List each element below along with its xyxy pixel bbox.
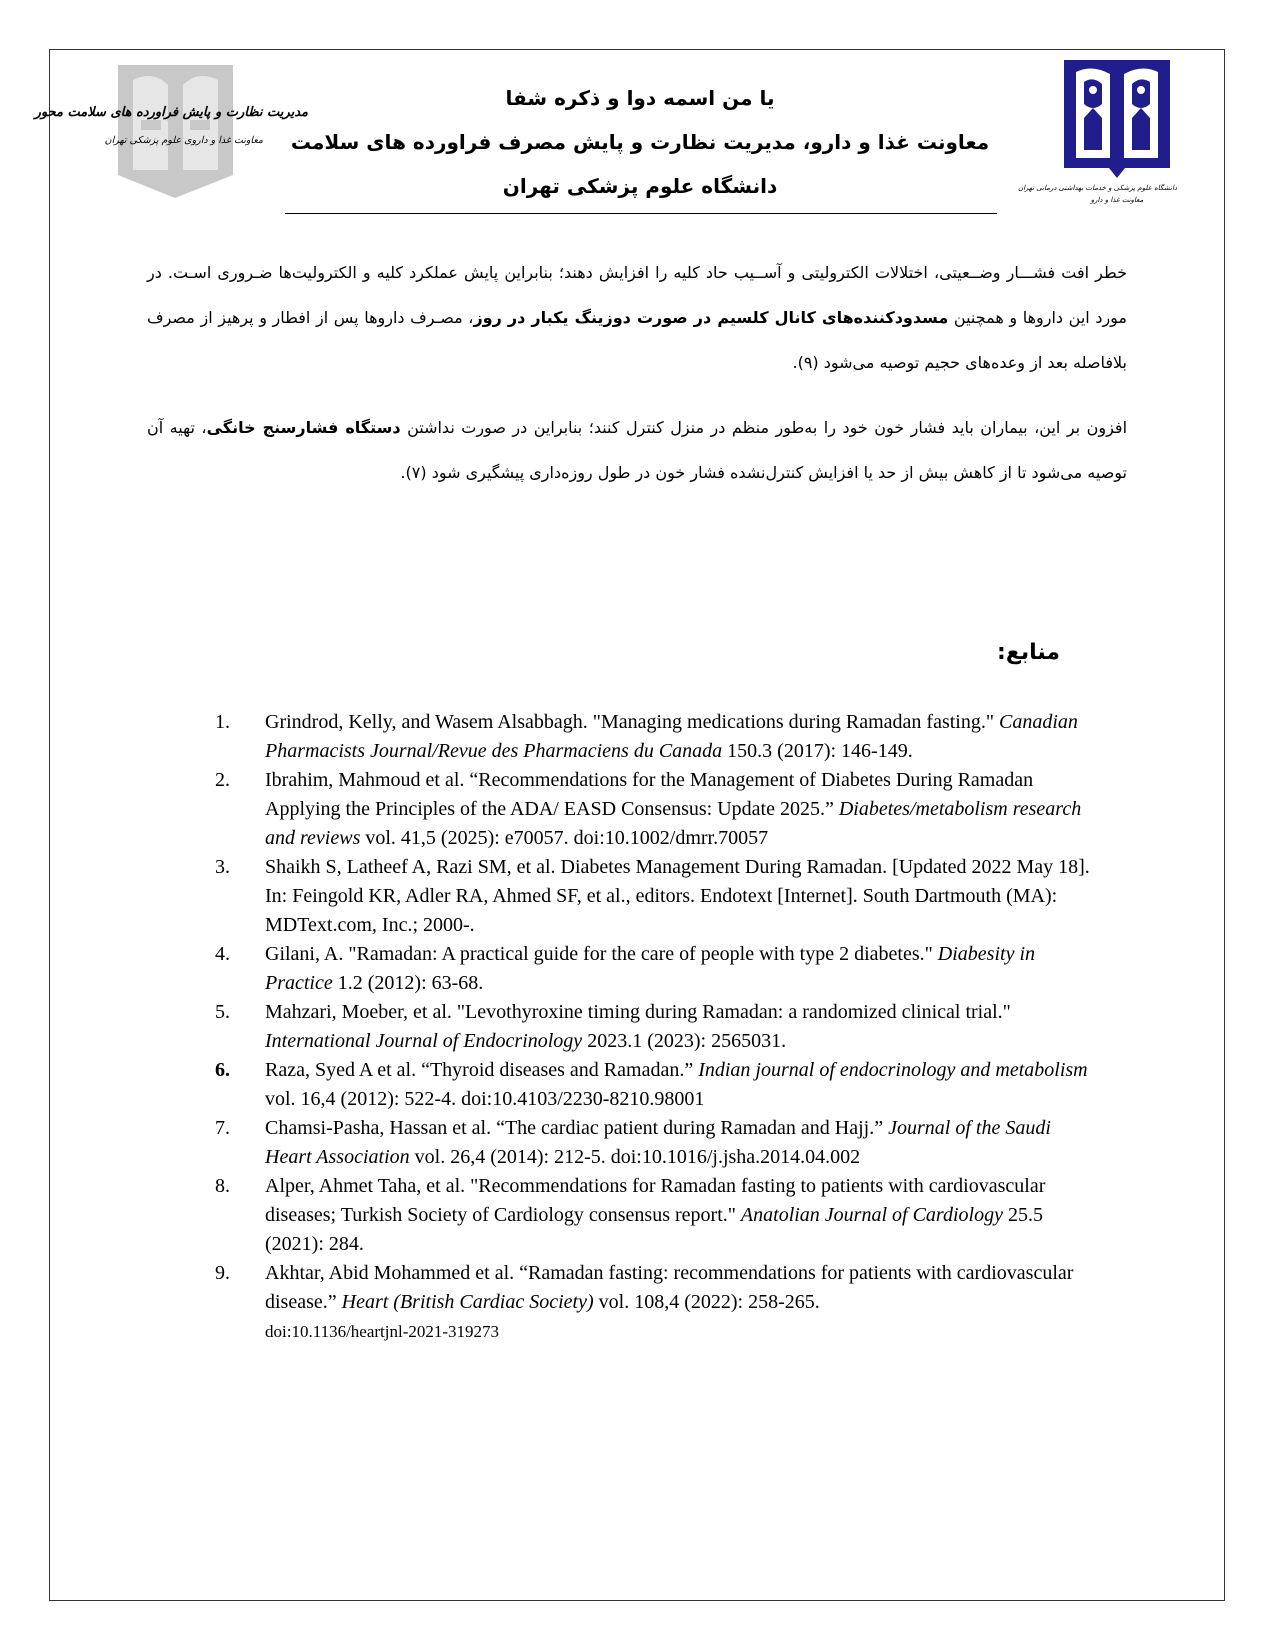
reference-details: 2023.1 (2023): 2565031. xyxy=(582,1030,787,1052)
header-department: معاونت غذا و دارو، مدیریت نظارت و پایش مصرف فراورده های سلامت xyxy=(290,130,990,154)
reference-text: Shaikh S, Latheef A, Razi SM, et al. Diabetes Management During Ramadan. [Updated 2022 May 18]. In: Feingold KR, Adler RA, Ahmed SF, et al., editors. Endotext [Internet]. South Dartmouth (MA): MDText.com, Inc.; 2000-. xyxy=(265,856,1090,936)
reference-number: 6. xyxy=(215,1059,230,1081)
references-list xyxy=(210,708,1090,1346)
paragraph-text: خطر افت فشـــار وضــعیتی، اختلالات الکترولیتی و آســیب حاد کلیه را افزایش دهند؛ بنابراین پایش عملکرد کلیه و الکترولیت‌ها ضـروری اسـت. در مورد این داروها و همچنین xyxy=(147,263,1128,327)
reference-text: Gilani, A. "Ramadan: A practical guide for the care of people with type 2 diabetes." xyxy=(265,943,938,965)
reference-details: 150.3 (2017): 146-149. xyxy=(722,740,913,762)
paragraph-text: افزون بر این، بیماران باید فشار خون خود را به‌طور منظم در منزل کنترل کنند؛ بنابراین در صورت نداشتن xyxy=(400,418,1128,437)
health-products-monitoring-logo-icon xyxy=(113,60,238,200)
references-heading: منابع: xyxy=(997,640,1060,665)
reference-details: vol. 16,4 (2012): 522-4. doi:10.4103/2230-8210.98001 xyxy=(265,1088,705,1110)
reference-journal: International Journal of Endocrinology xyxy=(265,1030,583,1052)
reference-item xyxy=(210,1172,1090,1259)
reference-item xyxy=(210,1056,1090,1114)
reference-details: 1.2 (2012): 63-68. xyxy=(332,972,484,994)
left-logo-title: مدیریت نظارت و پایش فراورده های سلامت محور xyxy=(34,105,308,120)
reference-text: Alper, Ahmet Taha, et al. "Recommendations for Ramadan fasting to patients with cardiovascular diseases; Turkish Society of Cardiology consensus report." xyxy=(265,1175,1046,1226)
reference-text: Chamsi-Pasha, Hassan et al. “The cardiac patient during Ramadan and Hajj.” xyxy=(265,1117,889,1139)
reference-item xyxy=(210,708,1090,766)
header-invocation: یا من اسمه دوا و ذکره شفا xyxy=(505,86,775,110)
reference-item xyxy=(210,853,1090,940)
letterhead xyxy=(280,76,1000,208)
header-divider xyxy=(285,213,997,214)
bold-emphasis: مسدودکننده‌های کانال کلسیم در صورت دوزینگ یکبار در روز xyxy=(473,308,949,327)
bold-emphasis: دستگاه فشارسنج خانگی xyxy=(206,418,401,437)
reference-number: 2. xyxy=(215,769,230,791)
reference-journal: Indian journal of endocrinology and metabolism xyxy=(698,1059,1088,1081)
reference-number: 7. xyxy=(215,1117,230,1139)
reference-details: vol. 108,4 (2022): 258-265. xyxy=(593,1291,820,1313)
reference-number: 1. xyxy=(215,711,230,733)
reference-text: Raza, Syed A et al. “Thyroid diseases and Ramadan.” xyxy=(265,1059,699,1081)
reference-item xyxy=(210,940,1090,998)
reference-item xyxy=(210,1114,1090,1172)
right-logo xyxy=(1017,60,1177,210)
right-logo-title: دانشگاه علوم پزشکی و خدمات بهداشتی درمانی تهران xyxy=(1017,184,1177,192)
header-university: دانشگاه علوم پزشکی تهران xyxy=(502,174,778,198)
paragraph-text: ، تهیه آن توصیه می‌شود تا از کاهش بیش از حد یا افزایش کنترل‌نشده فشار خون در طول روزه‌داری پیشگیری شود (۷). xyxy=(147,418,1127,482)
reference-text: Akhtar, Abid Mohammed et al. “Ramadan fasting: recommendations for patients with cardiovascular disease.” xyxy=(265,1262,1074,1313)
reference-journal: Diabesity in Practice xyxy=(265,943,1036,994)
reference-details: 25.5 (2021): 284. xyxy=(265,1204,1043,1255)
reference-journal: Journal of the Saudi Heart Association xyxy=(265,1117,1051,1168)
reference-number: 3. xyxy=(215,856,230,878)
reference-journal: Canadian Pharmacists Journal/Revue des Pharmaciens du Canada xyxy=(265,711,1078,762)
paragraph-text: ، مصـرف داروها پس از افطار و پرهیز از مصرف بلافاصله بعد از وعده‌های حجیم توصیه می‌شود (۹). xyxy=(147,308,1127,372)
reference-number: 8. xyxy=(215,1175,230,1197)
reference-item xyxy=(210,1259,1090,1346)
left-logo xyxy=(34,60,318,210)
reference-journal: Heart (British Cardiac Society) xyxy=(341,1291,594,1313)
reference-doi: doi:10.1136/heartjnl-2021-319273 xyxy=(265,1322,500,1341)
reference-number: 4. xyxy=(215,943,230,965)
reference-journal: Diabetes/metabolism research and reviews xyxy=(265,798,1082,849)
reference-text: Mahzari, Moeber, et al. "Levothyroxine timing during Ramadan: a randomized clinical trial." xyxy=(265,1001,1011,1023)
reference-text: Grindrod, Kelly, and Wasem Alsabbagh. "Managing medications during Ramadan fasting." xyxy=(265,711,1000,733)
reference-details: vol. 26,4 (2014): 212-5. doi:10.1016/j.jsha.2014.04.002 xyxy=(409,1146,861,1168)
reference-journal: Anatolian Journal of Cardiology xyxy=(740,1204,1003,1226)
right-logo-subtitle: معاونت غذا و دارو xyxy=(1090,196,1144,204)
reference-number: 9. xyxy=(215,1262,230,1284)
paragraph-kidney-electrolytes xyxy=(147,250,1127,385)
left-logo-subtitle: معاونت غذا و داروی علوم پزشکی تهران xyxy=(104,135,263,146)
reference-text: Ibrahim, Mahmoud et al. “Recommendations for the Management of Diabetes During Ramadan Applying the Principles of the ADA/ EASD Consensus: Update 2025.” xyxy=(265,769,1034,820)
reference-item xyxy=(210,998,1090,1056)
paragraph-home-bp-monitoring xyxy=(147,405,1127,495)
tehran-university-medical-sciences-logo-icon xyxy=(1064,60,1170,178)
reference-number: 5. xyxy=(215,1001,230,1023)
reference-details: vol. 41,5 (2025): e70057. doi:10.1002/dmrr.70057 xyxy=(360,827,769,849)
reference-item xyxy=(210,766,1090,853)
